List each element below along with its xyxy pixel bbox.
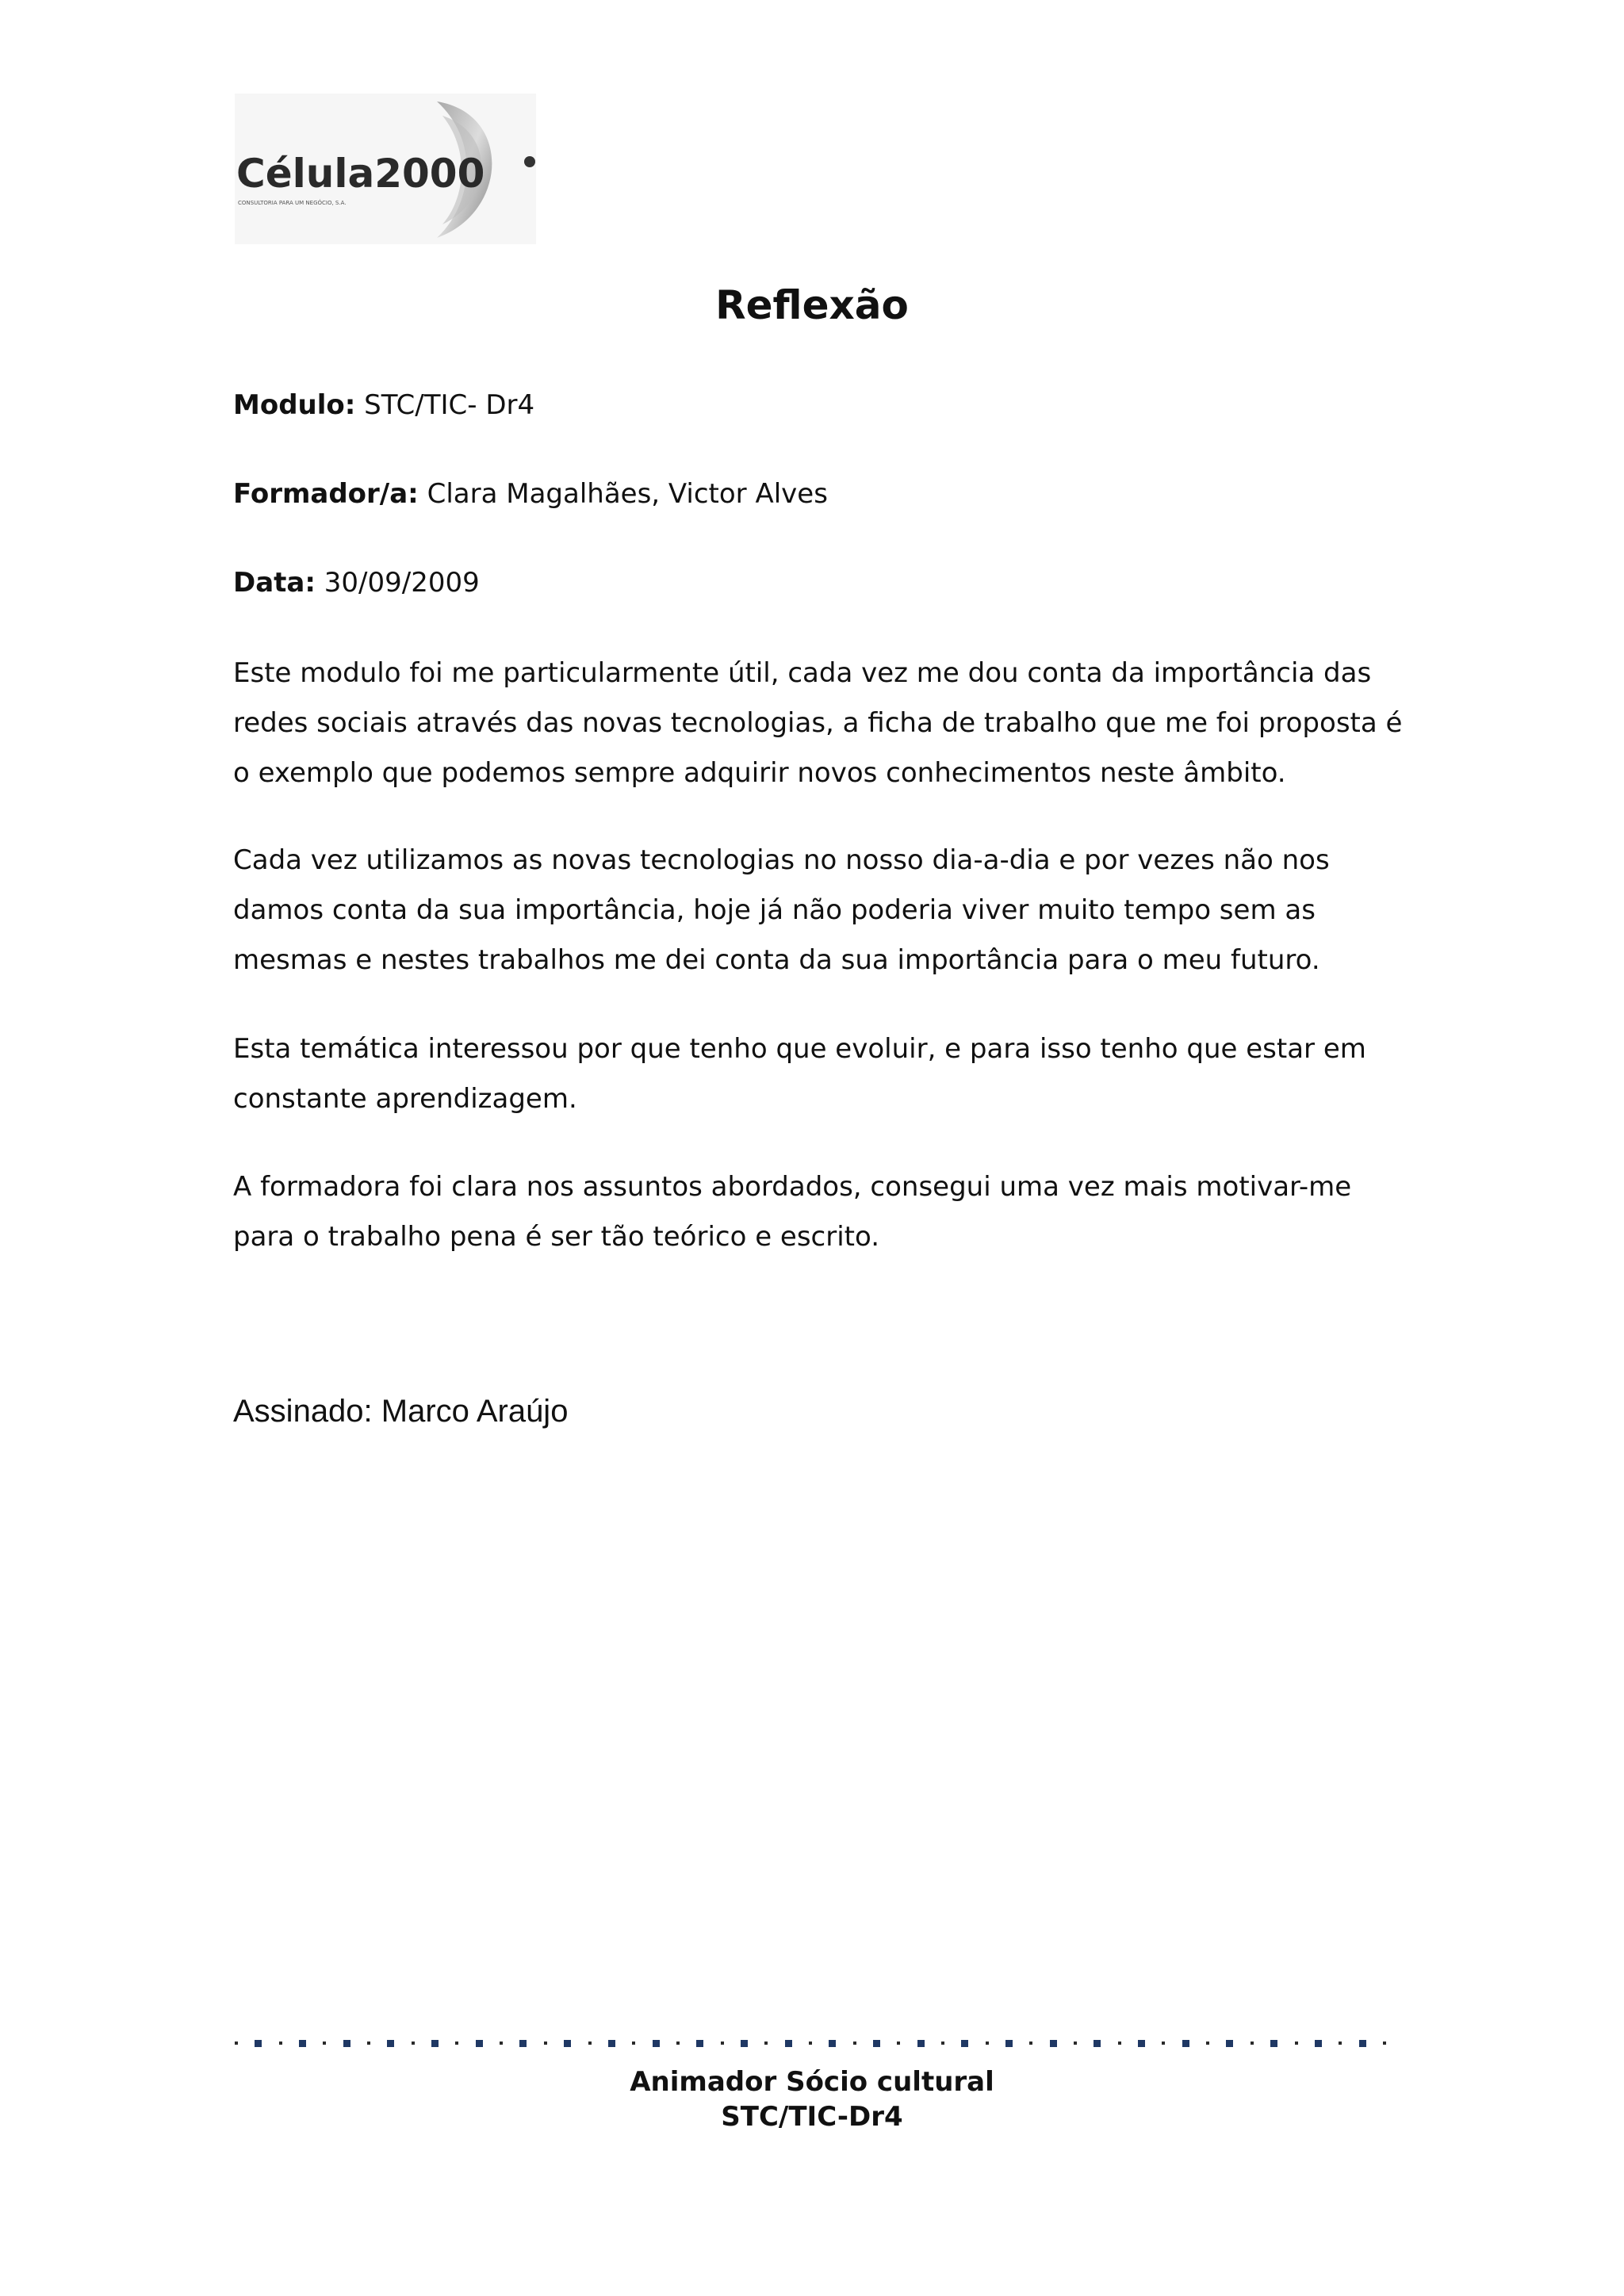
date-field [233, 564, 480, 601]
module-field [233, 387, 534, 423]
page-title: Reflexão [715, 282, 909, 328]
module-label: Modulo: [233, 389, 356, 421]
footer-dotted-divider [235, 2038, 1386, 2049]
signature: Assinado: Marco Araújo [233, 1394, 569, 1429]
date-value: 30/09/2009 [324, 567, 480, 599]
body-paragraph-3: Esta temática interessou por que tenho que evoluir, e para isso tenho que estar em constante aprendizagem. [233, 1033, 1366, 1115]
body-paragraph-4: A formadora foi clara nos assuntos abordados, consegui uma vez mais motivar-me para o trabalho pena é ser tão teórico e escrito. [233, 1171, 1352, 1253]
body-paragraph-2: Cada vez utilizamos as novas tecnologias no nosso dia-a-dia e por vezes não nos damos conta da sua importância, hoje já não poderia viver muito tempo sem as mesmas e nestes trabalhos me dei conta da sua importância para o meu futuro. [233, 844, 1330, 976]
body-paragraph-1: Este modulo foi me particularmente útil, cada vez me dou conta da importância das redes sociais através das novas tecnologias, a ficha de trabalho que me foi proposta é o exemplo que podemos sempre adquirir novos conhecimentos neste âmbito. [233, 657, 1403, 789]
footer-course-title: Animador Sócio cultural [630, 2066, 994, 2098]
logo-tagline: CONSULTORIA PARA UM NEGÓCIO, S.A. [238, 200, 347, 206]
trainer-field [233, 476, 828, 512]
date-label: Data: [233, 567, 316, 599]
trainer-label: Formador/a: [233, 478, 419, 510]
module-value: STC/TIC- Dr4 [364, 389, 535, 421]
trainer-value: Clara Magalhães, Victor Alves [427, 478, 828, 510]
company-logo [235, 94, 536, 244]
logo-text: Célula2000 [236, 151, 485, 197]
footer-module-code: STC/TIC-Dr4 [721, 2101, 903, 2133]
